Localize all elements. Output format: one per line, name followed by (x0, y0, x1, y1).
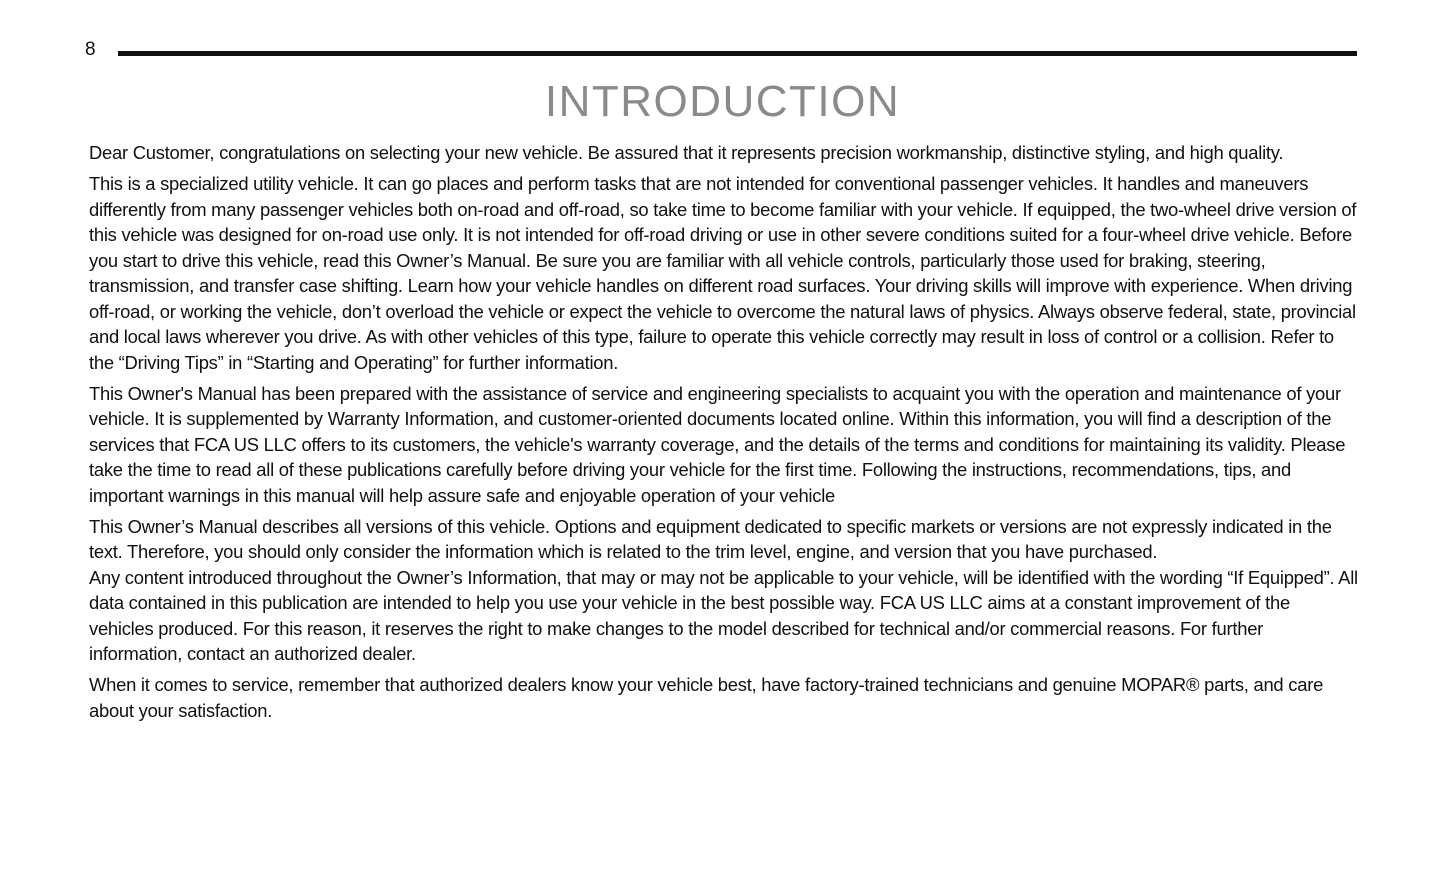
page-number: 8 (85, 39, 96, 60)
paragraph-if-equipped: Any content introduced throughout the Owner’s Information, that may or may not be applicable to your vehicle, will be identified with the wording “If Equipped”. All data contained in this publication are intended to help you use your vehicle in the best possible way. FCA US LLC aims at a constant improvement of the vehicles produced. For this reason, it reserves the right to make changes to the model described for technical and/or commercial reasons. For further information, contact an authorized dealer. (89, 566, 1358, 664)
paragraph-service: When it comes to service, remember that authorized dealers know your vehicle best, have factory-trained technicians and genuine MOPAR® parts, and care about your satisfaction. (89, 674, 1324, 721)
header-rule (118, 51, 1357, 56)
paragraph-manual-purpose: This Owner's Manual has been prepared with the assistance of service and engineering specialists to acquaint you with the operation and maintenance of your vehicle. It is supplemented by Warranty Information, and customer-oriented documents located online. Within this information, you will find a description of the services that FCA US LLC offers to its customers, the vehicle's warranty coverage, and the details of the terms and conditions for maintaining its validity. Please take the time to read all of these publications carefully before driving your vehicle for the first time. Following the instructions, recommendations, tips, and important warnings in this manual will help assure safe and enjoyable operation of your vehicle (89, 382, 1346, 506)
paragraph-utility-vehicle: This is a specialized utility vehicle. It can go places and perform tasks that are not intended for conventional passenger vehicles. It handles and maneuvers differently from many passenger vehicles both on-road and off-road, so take time to become familiar with your vehicle. If equipped, the two-wheel drive version of this vehicle was designed for on-road use only. It is not intended for off-road driving or use in other severe conditions suited for a four-wheel drive vehicle. Before you start to drive this vehicle, read this Owner’s Manual. Be sure you are familiar with all vehicle controls, particularly those used for braking, steering, transmission, and transfer case shifting. Learn how your vehicle handles on different road surfaces. Your driving skills will improve with experience. When driving off-road, or working the vehicle, don’t overload the vehicle or expect the vehicle to overcome the natural laws of physics. Always observe federal, state, provincial and local laws wherever you drive. As with other vehicles of this type, failure to operate this vehicle correctly may result in loss of control or a collision. Refer to the “Driving Tips” in “Starting and Operating” for further information. (89, 173, 1357, 373)
body-text (89, 140, 1359, 729)
section-title: INTRODUCTION (544, 77, 901, 126)
paragraph-versions: This Owner’s Manual describes all versions of this vehicle. Options and equipment dedicated to specific markets or versions are not expressly indicated in the text. Therefore, you should only consider the information which is related to the trim level, engine, and version that you have purchased. (89, 515, 1332, 562)
paragraph-greeting: Dear Customer, congratulations on selecting your new vehicle. Be assured that it represents precision workmanship, distinctive styling, and high quality. (89, 142, 1284, 163)
